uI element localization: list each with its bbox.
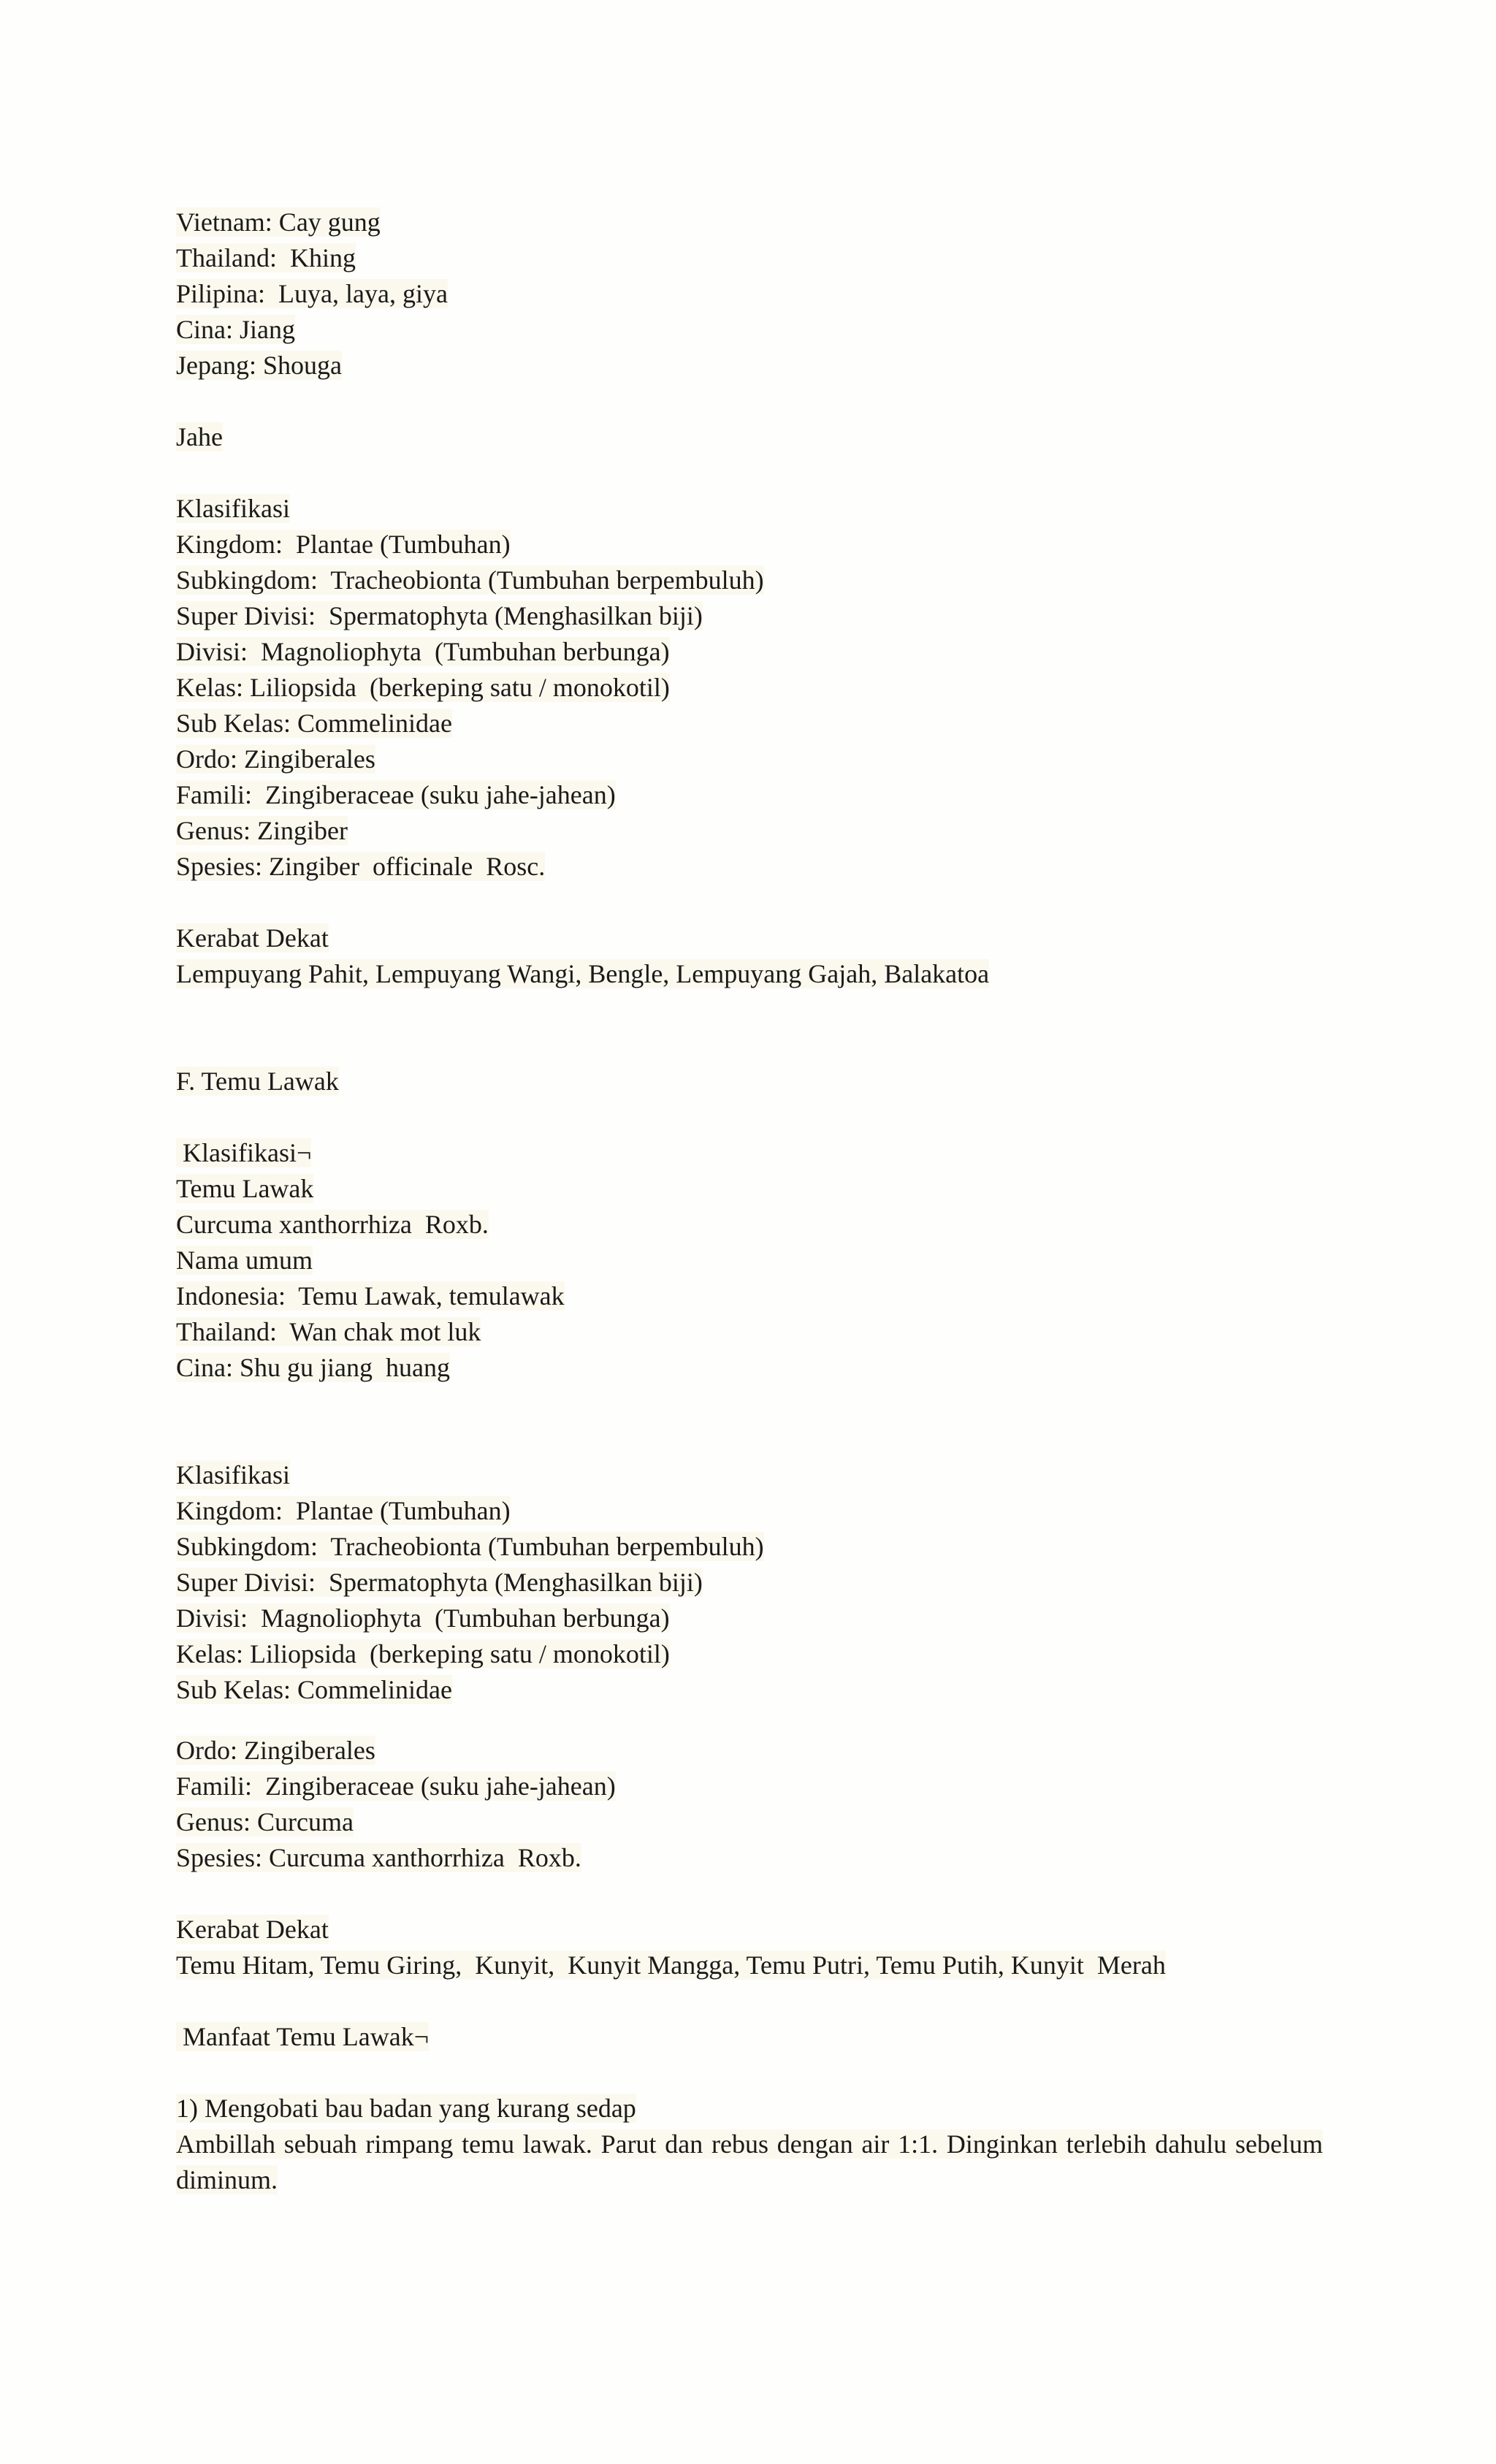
related-heading: Kerabat Dekat <box>176 923 329 953</box>
benefit-title: 1) Mengobati bau badan yang kurang sedap <box>176 2094 636 2123</box>
text-line: Curcuma xanthorrhiza Roxb. <box>176 1210 489 1239</box>
classification-row: Kelas: Liliopsida (berkeping satu / monokotil) <box>176 673 670 702</box>
temu-lawak-names <box>176 1135 1345 1386</box>
text-line: Pilipina: Luya, laya, giya <box>176 279 448 308</box>
section-title-jahe: Jahe <box>176 422 223 451</box>
classification-row: Ordo: Zingiberales <box>176 1736 375 1765</box>
classification-row: Subkingdom: Tracheobionta (Tumbuhan berpembuluh) <box>176 565 764 595</box>
classification-row: Genus: Curcuma <box>176 1807 354 1836</box>
text-line: Vietnam: Cay gung <box>176 207 381 237</box>
classification-row: Divisi: Magnoliophyta (Tumbuhan berbunga) <box>176 1603 670 1633</box>
classification-heading: Klasifikasi <box>176 1460 290 1490</box>
classification-row: Sub Kelas: Commelinidae <box>176 709 452 738</box>
related-list: Lempuyang Pahit, Lempuyang Wangi, Bengle, Lempuyang Gajah, Balakatoa <box>176 959 990 988</box>
temu-lawak-classification <box>176 1457 1345 1876</box>
text-line: Thailand: Khing <box>176 243 356 272</box>
section-title-temu-lawak: F. Temu Lawak <box>176 1067 339 1096</box>
section-title-manfaat: Manfaat Temu Lawak¬ <box>176 2022 429 2051</box>
classification-row: Kingdom: Plantae (Tumbuhan) <box>176 530 511 559</box>
related-list: Temu Hitam, Temu Giring, Kunyit, Kunyit Mangga, Temu Putri, Temu Putih, Kunyit Merah <box>176 1950 1166 1980</box>
text-line: Nama umum <box>176 1246 313 1275</box>
document-page <box>176 205 1345 2198</box>
text-line: Jepang: Shouga <box>176 351 342 380</box>
classification-row: Super Divisi: Spermatophyta (Menghasilkan biji) <box>176 1568 703 1597</box>
common-names-block <box>176 205 1345 384</box>
jahe-related-species <box>176 920 1345 992</box>
classification-row: Spesies: Curcuma xanthorrhiza Roxb. <box>176 1843 581 1872</box>
classification-row: Divisi: Magnoliophyta (Tumbuhan berbunga) <box>176 637 670 666</box>
classification-row: Famili: Zingiberaceae (suku jahe-jahean) <box>176 1771 616 1801</box>
text-line: Cina: Shu gu jiang huang <box>176 1353 450 1382</box>
classification-row: Sub Kelas: Commelinidae <box>176 1675 452 1704</box>
benefit-item <box>176 2091 1345 2198</box>
classification-row: Spesies: Zingiber officinale Rosc. <box>176 852 546 881</box>
text-line: Thailand: Wan chak mot luk <box>176 1317 481 1346</box>
classification-row: Subkingdom: Tracheobionta (Tumbuhan berpembuluh) <box>176 1532 764 1561</box>
text-line: Klasifikasi¬ <box>176 1138 312 1167</box>
classification-row: Super Divisi: Spermatophyta (Menghasilkan biji) <box>176 601 703 630</box>
classification-row: Kelas: Liliopsida (berkeping satu / monokotil) <box>176 1639 670 1668</box>
text-line: Indonesia: Temu Lawak, temulawak <box>176 1281 565 1311</box>
classification-row: Genus: Zingiber <box>176 816 348 845</box>
temu-lawak-related-species <box>176 1912 1345 1983</box>
jahe-classification <box>176 491 1345 885</box>
classification-row: Ordo: Zingiberales <box>176 744 375 774</box>
text-line: Temu Lawak <box>176 1174 314 1203</box>
text-line: Cina: Jiang <box>176 315 295 344</box>
classification-row: Famili: Zingiberaceae (suku jahe-jahean) <box>176 780 616 809</box>
related-heading: Kerabat Dekat <box>176 1915 329 1944</box>
classification-heading: Klasifikasi <box>176 494 290 523</box>
classification-row: Kingdom: Plantae (Tumbuhan) <box>176 1496 511 1525</box>
benefit-body: Ambillah sebuah rimpang temu lawak. Parut dan rebus dengan air 1:1. Dinginkan terlebih dahulu sebelum diminum. <box>176 2129 1323 2194</box>
